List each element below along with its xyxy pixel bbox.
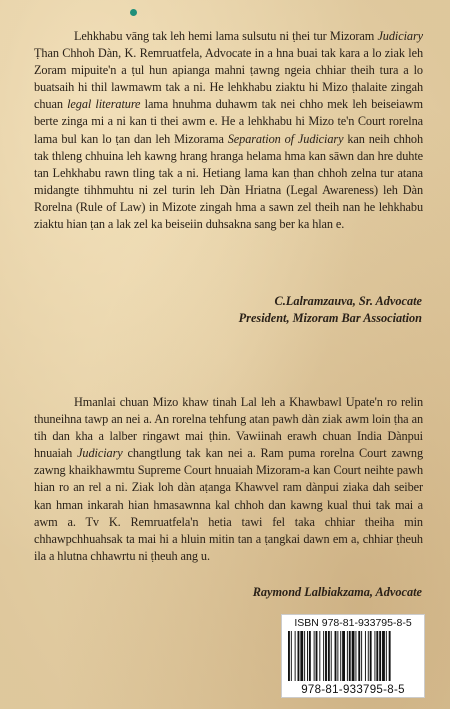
teal-dot-mark (130, 9, 137, 16)
barcode-bar (309, 631, 311, 681)
barcode-bar (340, 631, 341, 681)
barcode-bar (314, 631, 315, 681)
attribution-2 (253, 584, 422, 601)
barcode-bar (323, 631, 324, 681)
barcode-bar (319, 631, 320, 681)
barcode-bar (298, 631, 300, 681)
barcode-bar (370, 631, 372, 681)
barcode-bar (379, 631, 381, 681)
barcode-bar (304, 631, 305, 681)
barcode-bar (352, 631, 355, 681)
barcode-bar (307, 631, 308, 681)
barcode-bar (382, 631, 385, 681)
barcode-bar (325, 631, 327, 681)
isbn-label: ISBN 978-81-933795-8-5 (294, 617, 412, 629)
barcode-bar (335, 631, 337, 681)
barcode-bar (365, 631, 366, 681)
barcode-bar (347, 631, 348, 681)
attribution-1-name: C.Lalramzauva, Sr. Advocate (274, 294, 422, 308)
barcode-bar (342, 631, 345, 681)
barcode-bar (386, 631, 387, 681)
endorsement-quote-2 (34, 394, 423, 565)
barcode-bar (349, 631, 351, 681)
barcode-bar (355, 631, 356, 681)
barcode-bar (376, 631, 378, 681)
attribution-1 (239, 293, 422, 327)
quote-2-paragraph: Hmanlai chuan Mizo khaw tinah Lal leh a Khawbawl Upate'n ro relin thuneihna tawp an nei a. An rorelna tehfung atan pawh dàn ziak awm loin ṭha an tih dan kha a lalber ringawt mai ṭhin. Vawiinah erawh chuan India Dànpui hnuaiah Judiciary changtlung tak kan nei a. Ram puma rorelna Court zawng zawng khaikhawmtu Supreme Court hnuaiah Mizoram-a kan Court neihte pawh hian ro an rel a ni. Ziak loh dàn aṭanga Khawvel ram dànpui ziaka dah seiber kan hman inkarah hian hmasawnna kal chhoh dan kawng kual thui tak mai a awm a. Tv K. Remruatfela'n hetia tawi fel taka chhiar theiha min chhawpchhuahsak ta mai hi a hluin mitin tan a ṭangkai dawn em a, chhiar ṭheuh ila a hlutna chhawrtu ni ṭheuh ang u. (34, 395, 424, 563)
barcode-bar (328, 631, 330, 681)
attribution-2-name: Raymond Lalbiakzama, Advocate (252, 585, 422, 599)
attribution-1-role: President, Mizoram Bar Association (238, 311, 422, 325)
barcode-bars (288, 631, 418, 681)
barcode-bar (361, 631, 362, 681)
barcode-bar (374, 631, 375, 681)
barcode-bar (368, 631, 369, 681)
quote-1-paragraph: Lehkhabu vāng tak leh hemi lama sulsutu ni ṭhei tur Mizoram Judiciary Ṭhan Chhoh Dàn, K. Remruatfela, Advocate in a hna buai tak kara a lo ziak leh Zoram mipuite'n a ṭul hun apianga mahni ṭawng ngeia chhiar theih tura a lo buatsaih hi thil lawmawm tak a ni. He lehkhabu ziaktu hi Mizo ṭhalaite zingah chuan legal literature lama hnuhma duhawm tak nei chho mek leh beiseiawm berte zinga mi a ni kan ti thei awm e. He a lehkhabu hi Mizo te'n Court rorelna lama bul kan lo ṭan dan leh Mizorama Separation of Judiciary kan neih chhoh tak thleng chhuina leh kawng hrang hranga helama hma kan sāwn dan hre duhte tan Lehkhabu rawn tling tak a ni. Hetiang lama kan ṭhan chhoh zelna tur atana midangte tihhmuhtu ni zel turin leh Dàn Hriatna (Legal Awareness) leh Dàn Rorelna (Rule of Law) in Mizote zingah hma a sawn zel theih nan he lehkhabu ziaktu hian ṭan a lak zel ka beiseiin duhsakna sang ber ka hlan e. (34, 29, 423, 232)
barcode-bar (337, 631, 338, 681)
barcode-bar (331, 631, 332, 681)
endorsement-quote-1 (34, 28, 423, 233)
isbn-number: 978-81-933795-8-5 (301, 684, 405, 696)
barcode-bar (288, 631, 290, 681)
barcode-bar (358, 631, 360, 681)
isbn-barcode (281, 614, 425, 698)
barcode-bar (316, 631, 318, 681)
barcode-bar (291, 631, 292, 681)
barcode-bar (389, 631, 391, 681)
barcode-bar (295, 631, 296, 681)
barcode-bar (300, 631, 303, 681)
